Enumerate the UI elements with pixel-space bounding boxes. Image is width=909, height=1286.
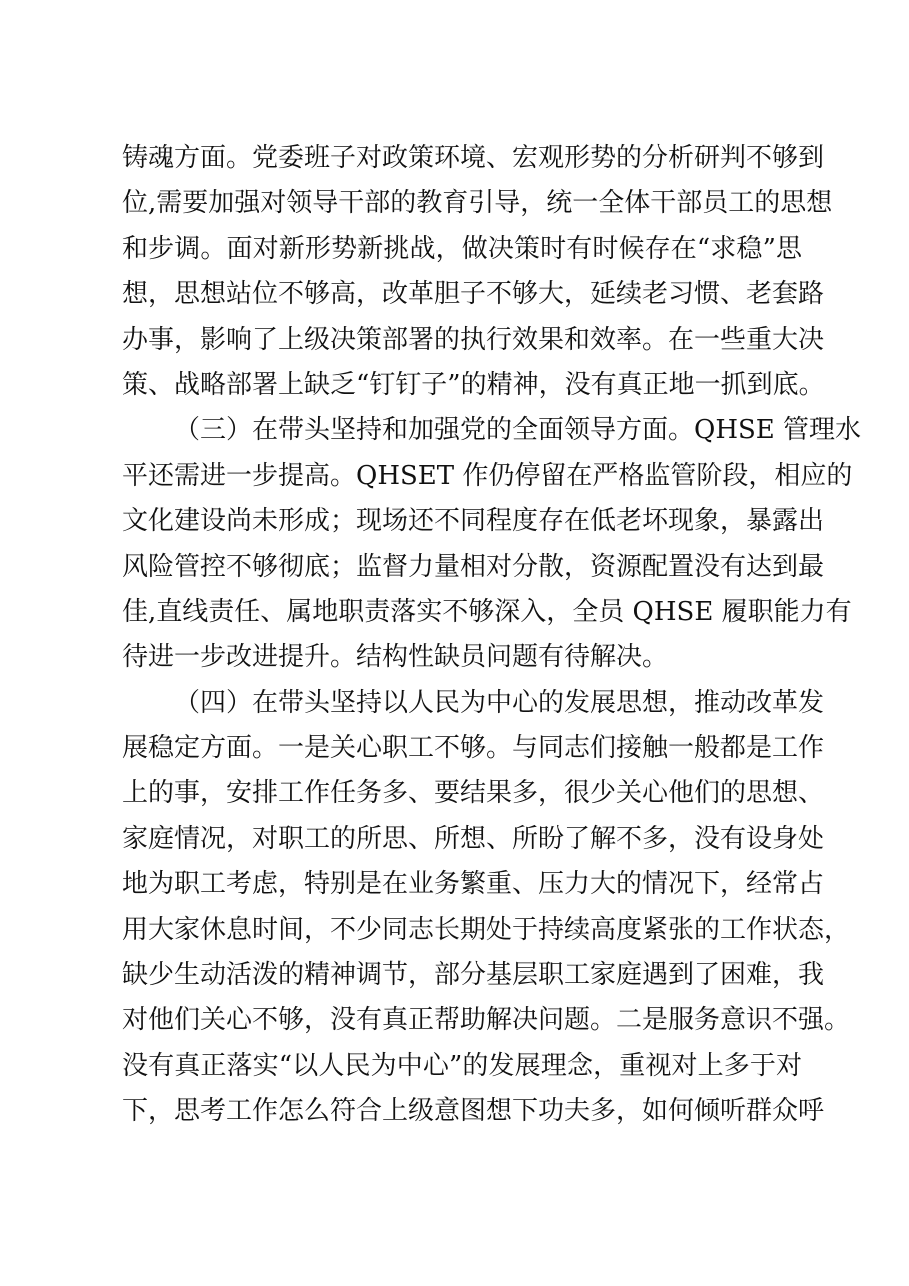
paragraph-2-line-6: 待进一步改进提升。结构性缺员问题有待解决。	[122, 642, 669, 673]
paragraph-2-line-2: 平还需进一步提高。QHSET 作仍停留在严格监管阶段，相应的	[122, 460, 853, 491]
paragraph-2-line-4: 风险管控不够彻底；监督力量相对分散，资源配置没有达到最	[122, 551, 825, 582]
paragraph-3-line-9: 没有真正落实“以人民为中心”的发展理念，重视对上多于对	[122, 1050, 802, 1081]
document-body	[122, 136, 862, 1135]
paragraph-2-line-3: 文化建设尚未形成；现场还不同程度存在低老坏现象，暴露出	[122, 506, 825, 537]
paragraph-1-line-6: 策、战略部署上缺乏“钉钉子”的精神，没有真正地一抓到底。	[122, 369, 825, 400]
paragraph-1-line-3: 和步调。面对新形势新挑战，做决策时有时候存在“求稳”思	[122, 233, 802, 264]
paragraph-3-line-2: 展稳定方面。一是关心职工不够。与同志们接触一般都是工作	[122, 733, 825, 764]
paragraph-1-line-1: 铸魂方面。党委班子对政策环境、宏观形势的分析研判不够到	[122, 143, 825, 173]
paragraph-3-line-10: 下，思考工作怎么符合上级意图想下功夫多，如何倾听群众呼	[122, 1096, 825, 1127]
paragraph-3-line-1: （四）在带头坚持以人民为中心的发展思想，推动改革发	[174, 687, 825, 718]
paragraph-3-line-8: 对他们关心不够，没有真正帮助解决问题。二是服务意识不强。	[122, 1005, 851, 1036]
paragraph-1-line-5: 办事，影响了上级决策部署的执行效果和效率。在一些重大决	[122, 324, 825, 355]
paragraph-2-line-1: （三）在带头坚持和加强党的全面领导方面。QHSE 管理水	[174, 415, 862, 446]
paragraph-3-line-6: 用大家休息时间，不少同志长期处于持续高度紧张的工作状态，	[122, 914, 851, 945]
paragraph-3-line-5: 地为职工考虑，特别是在业务繁重、压力大的情况下，经常占	[122, 869, 825, 900]
paragraph-3-line-4: 家庭情况，对职工的所思、所想、所盼了解不多，没有设身处	[122, 823, 825, 854]
paragraph-1-line-4: 想，思想站位不够高，改革胆子不够大，延续老习惯、老套路	[122, 279, 825, 310]
paragraph-3-line-7: 缺少生动活泼的精神调节，部分基层职工家庭遇到了困难，我	[122, 960, 825, 991]
paragraph-3-line-3: 上的事，安排工作任务多、要结果多，很少关心他们的思想、	[122, 778, 825, 809]
paragraph-1-line-2: 位,需要加强对领导干部的教育引导，统一全体干部员工的思想	[122, 188, 833, 219]
paragraph-2-line-5: 佳,直线责任、属地职责落实不够深入，全员 QHSE 履职能力有	[122, 596, 852, 627]
